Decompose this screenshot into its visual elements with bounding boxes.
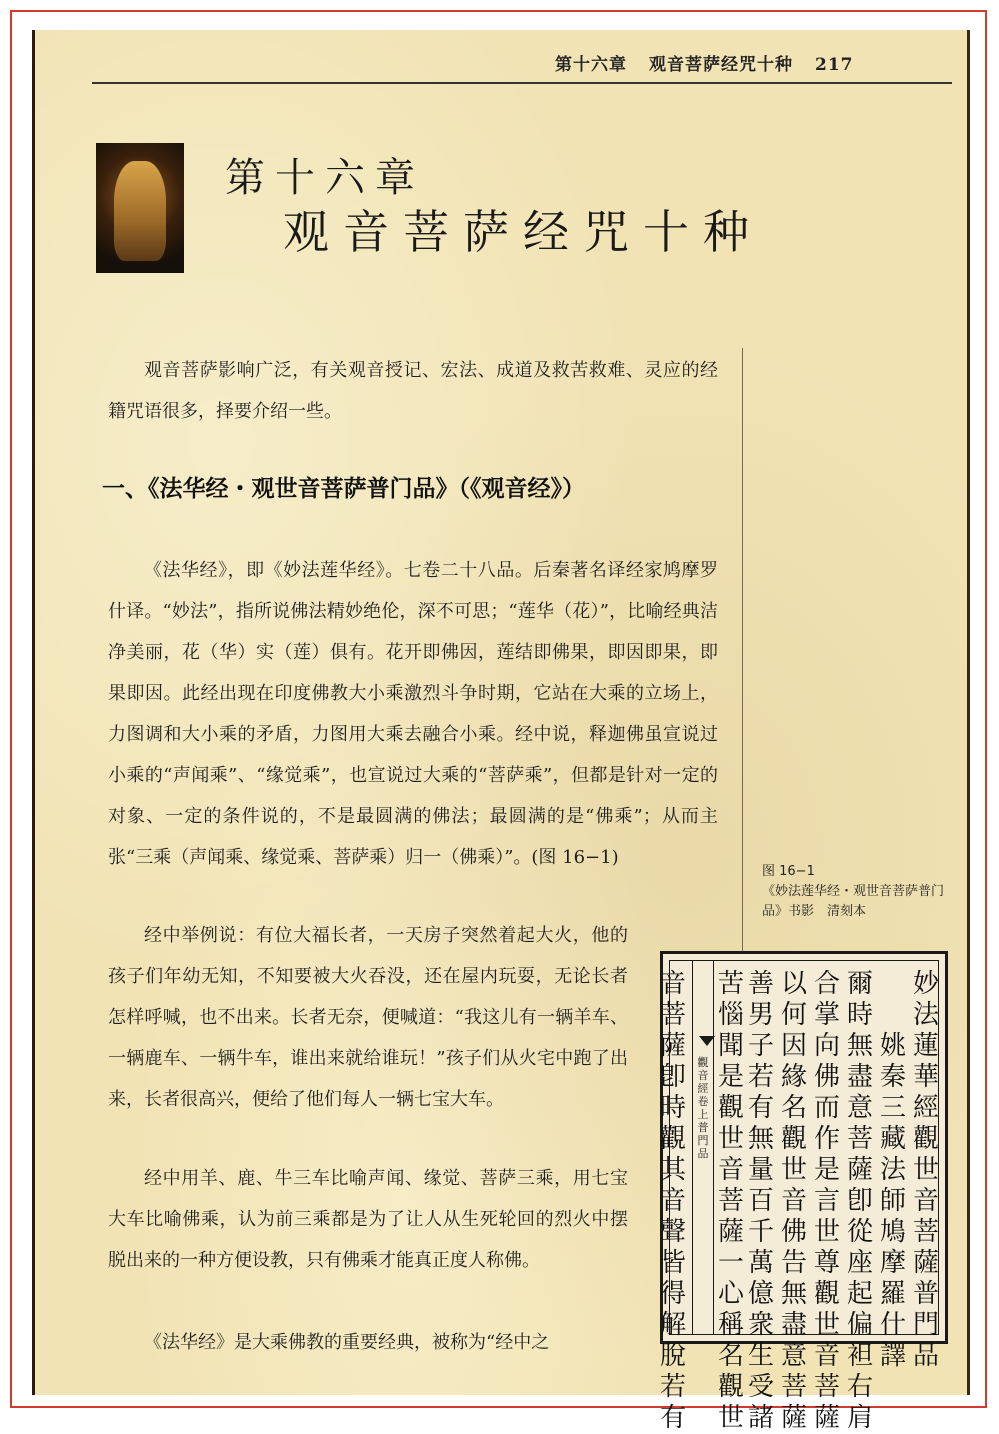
scripture-column-7: 苦惱聞是觀世音菩薩一心稱名觀世 xyxy=(717,969,744,1433)
header-rule xyxy=(92,82,952,84)
figure-caption-text: 《妙法莲华经・观世音菩萨普门品》书影 清刻本 xyxy=(762,884,945,919)
page-number: 217 xyxy=(815,55,854,75)
running-head xyxy=(555,50,854,75)
scripture-column-6: 善男子若有無量百千萬億衆生受諸 xyxy=(747,969,774,1433)
running-head-title: 观音菩萨经咒十种 xyxy=(649,55,793,75)
scripture-column-4: 合掌向佛而作是言世尊觀世音菩薩 xyxy=(813,969,840,1433)
bodhisattva-statue-photo xyxy=(96,143,184,273)
chapter-number: 第十六章 xyxy=(225,155,425,201)
scripture-margin-text: 觀音經卷上 普門品 xyxy=(697,1056,720,1160)
running-head-chapter: 第十六章 xyxy=(555,55,627,75)
body-paragraph-2: 经中举例说：有位大福长者，一天房子突然着起大火，他的孩子们年幼无知，不知要被大火吞没，还在屋内玩耍，无论长者怎样呼喊，也不出来。长者无奈，便喊道：“我这儿有一辆羊车、一辆鹿车、一辆牛车，谁出来就给谁玩！”孩子们从火宅中跑了出来，长者很高兴，便给了他们每人一辆七宝大车。 xyxy=(108,925,628,1110)
scripture-column-1: 妙法蓮華經觀世音菩薩普門品 xyxy=(912,969,939,1371)
scripture-column-8: 音菩薩卽時觀其音聲皆得解脫若有 xyxy=(659,969,686,1433)
figure-number: 图 16−1 xyxy=(762,864,815,879)
scripture-woodblock-image xyxy=(659,951,948,1433)
fishtail-mark xyxy=(699,1036,715,1046)
scripture-column-2: 姚秦三藏法師鳩摩羅什譯 xyxy=(879,1031,906,1371)
chapter-title: 观音菩萨经咒十种 xyxy=(283,205,763,259)
scripture-column-5: 以何因緣名觀世音佛告無盡意菩薩 xyxy=(780,969,807,1433)
scripture-column-3: 爾時無盡意菩薩卽從座起偏袒右肩 xyxy=(846,969,873,1433)
body-paragraph-4: 《法华经》是大乘佛教的重要经典，被称为“经中之 xyxy=(144,1332,550,1353)
body-paragraph-1: 《法华经》，即《妙法莲华经》。七卷二十八品。后秦著名译经家鸠摩罗什译。“妙法”，指所说佛法精妙绝伦，深不可思；“莲华（花）”，比喻经典洁净美丽，花（华）实（莲）俱有。花开即佛因，莲结即佛果，即因即果，即果即因。此经出现在印度佛教大小乘激烈斗争时期，它站在大乘的立场上，力图调和大小乘的矛盾，力图用大乘去融合小乘。经中说，释迦佛虽宣说过小乘的“声闻乘”、“缘觉乘”，也宣说过大乘的“菩萨乘”，但都是针对一定的对象、一定的条件说的，不是最圆满的佛法；最圆满的是“佛乘”；从而主张“三乘（声闻乘、缘觉乘、菩萨乘）归一（佛乘）”。(图 16−1) xyxy=(108,560,718,868)
section-heading: 一、《法华经・观世音菩萨普门品》（《观音经》） xyxy=(102,476,585,502)
scripture-inner-border xyxy=(659,960,939,1433)
intro-paragraph: 观音菩萨影响广泛，有关观音授记、宏法、成道及救苦救难、灵应的经籍咒语很多，择要介绍一些。 xyxy=(108,360,718,422)
body-paragraph-3: 经中用羊、鹿、牛三车比喻声闻、缘觉、菩萨三乘，用七宝大车比喻佛乘，认为前三乘都是为了让人从生死轮回的烈火中摆脱出来的一种方便设教，只有佛乘才能真正度人称佛。 xyxy=(108,1168,628,1271)
figure-caption xyxy=(762,862,958,922)
scripture-margin-column xyxy=(692,961,720,1334)
